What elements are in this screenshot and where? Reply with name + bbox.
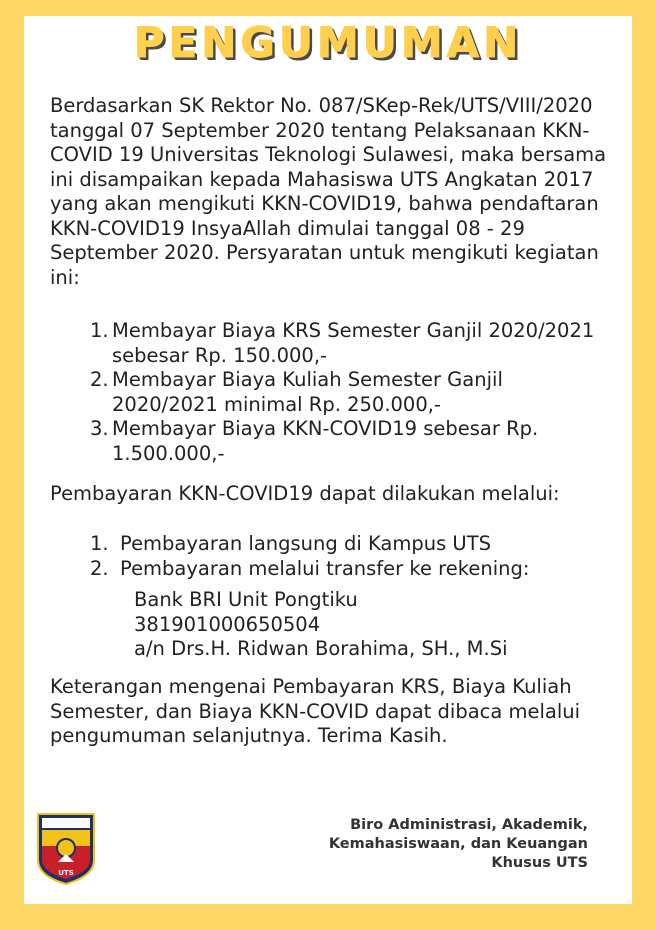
list-item — [50, 417, 610, 466]
announcement-card — [24, 16, 632, 904]
payment-methods-list — [50, 532, 610, 581]
list-item — [50, 319, 610, 368]
list-number: 1. — [90, 319, 109, 342]
list-number: 3. — [90, 417, 109, 440]
list-text: Membayar Biaya KKN-COVID19 sebesar Rp. 1.500.000,- — [112, 417, 539, 465]
university-logo — [36, 812, 96, 886]
list-item — [50, 368, 610, 417]
intro-paragraph: Berdasarkan SK Rektor No. 087/SKep-Rek/UTS/VIII/2020 tanggal 07 September 2020 tentang Pelaksanaan KKN-COVID 19 Universitas Teknologi Sulawesi, maka bersama ini disampaikan kepada Mahasiswa UTS Angkatan 2017 yang akan mengikuti KKN-COVID19, bahwa pendaftaran KKN-COVID19 InsyaAllah dimulai tanggal 08 - 29 September 2020. Persyaratan untuk mengikuti kegiatan ini: — [50, 94, 607, 289]
page-title: PENGUMUMAN — [133, 18, 523, 67]
list-text: Membayar Biaya Kuliah Semester Ganjil 2020/2021 minimal Rp. 250.000,- — [112, 368, 503, 416]
list-item — [50, 557, 610, 582]
bank-account-number: 381901000650504 — [134, 612, 321, 636]
signature-line: Biro Administrasi, Akademik, — [350, 817, 588, 833]
signature-line: Kemahasiswaan, dan Keuangan — [328, 836, 588, 852]
requirements-list — [50, 319, 610, 466]
list-item — [50, 532, 610, 557]
list-text: Pembayaran melalui transfer ke rekening: — [120, 556, 530, 580]
list-number: 2. — [90, 368, 109, 391]
list-number: 2. — [90, 556, 109, 580]
bank-details — [134, 588, 614, 662]
signature-block — [268, 816, 588, 873]
list-text: Pembayaran langsung di Kampus UTS — [120, 532, 491, 555]
logo-text-bottom: UTS — [58, 869, 74, 877]
signature-line: Khusus UTS — [491, 855, 588, 871]
payment-intro: Pembayaran KKN-COVID19 dapat dilakukan melalui: — [50, 482, 560, 505]
list-number: 1. — [90, 532, 109, 555]
closing-paragraph: Keterangan mengenai Pembayaran KRS, Biaya Kuliah Semester, dan Biaya KKN-COVID dapat dibaca melalui pengumuman selanjutnya. Terima Kasih. — [50, 675, 581, 747]
bank-account-holder: a/n Drs.H. Ridwan Borahima, SH., M.Si — [134, 637, 508, 660]
bank-name: Bank BRI Unit Pongtiku — [134, 588, 358, 611]
list-text: Membayar Biaya KRS Semester Ganjil 2020/2021 sebesar Rp. 150.000,- — [112, 319, 595, 367]
